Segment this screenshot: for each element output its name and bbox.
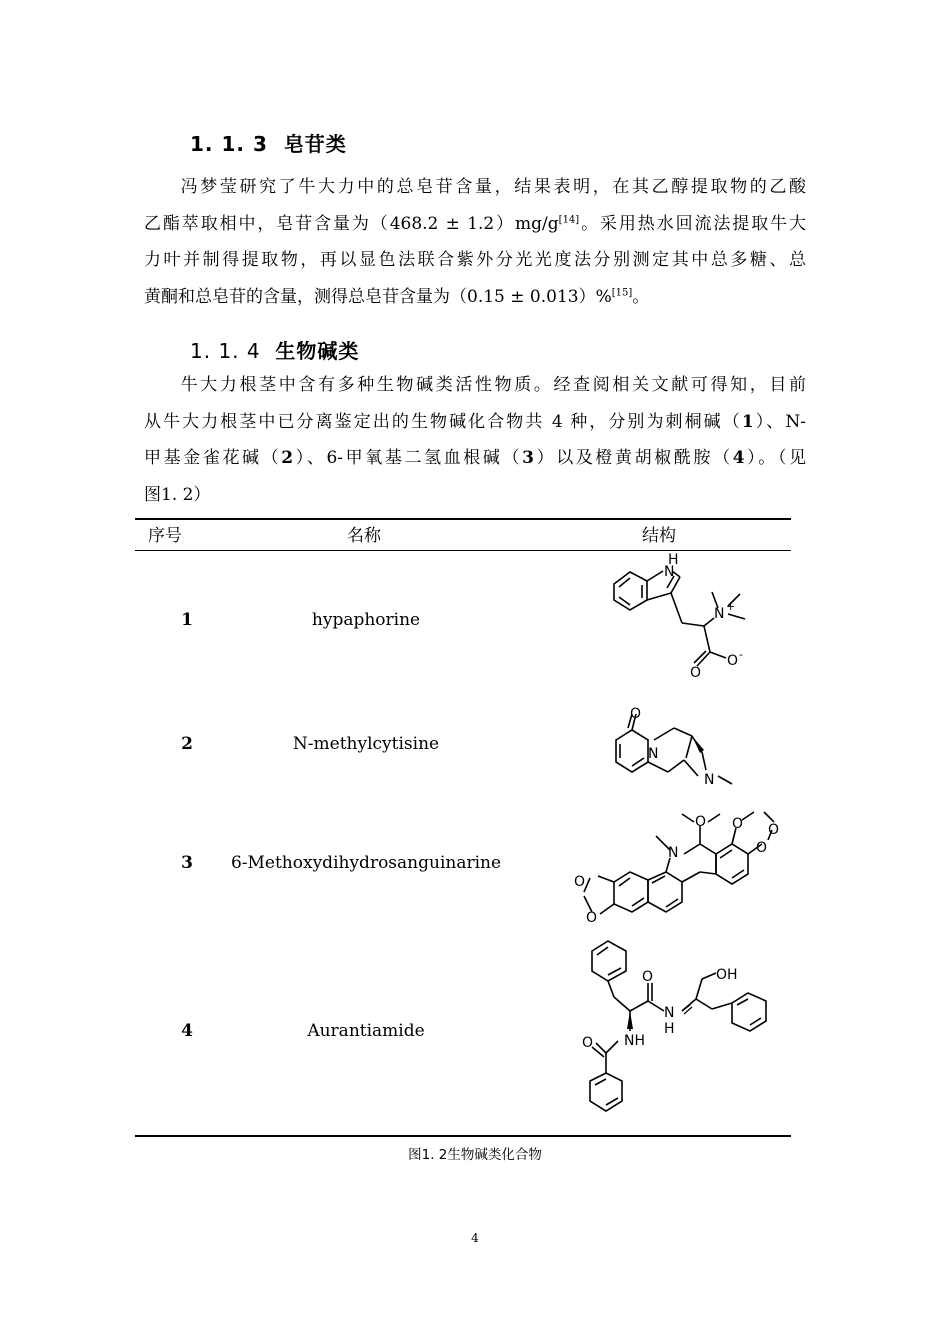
figure-caption: 图1. 2生物碱类化合物 bbox=[408, 1147, 542, 1163]
atom-o: O bbox=[582, 1035, 594, 1051]
methoxydihydrosanguinarine-structure bbox=[572, 800, 787, 928]
table-row-number: 2 bbox=[181, 734, 193, 754]
table-header-structure: 结构 bbox=[642, 526, 676, 546]
atom-o: O bbox=[690, 665, 702, 681]
table-row-name: Aurantiamide bbox=[307, 1021, 425, 1041]
atom-o: O bbox=[586, 910, 598, 926]
atom-o-minus: O bbox=[727, 653, 739, 669]
citation-15: [15] bbox=[611, 286, 633, 298]
atom-oh: OH bbox=[716, 967, 738, 983]
atom-o: O bbox=[768, 822, 780, 838]
table-row-number: 4 bbox=[181, 1021, 193, 1041]
paragraph-line: 乙酯萃取相中，皂苷含量为（468.2 ± 1.2）mg/g[14]。采用热水回流法提取牛大 bbox=[144, 213, 806, 234]
paragraph-line: 从牛大力根茎中已分离鉴定出的生物碱化合物共 4 种，分别为刺桐碱（1）、N- bbox=[144, 411, 806, 432]
paragraph-saponins bbox=[144, 169, 806, 315]
table-top-rule bbox=[135, 518, 791, 520]
table-row-name: hypaphorine bbox=[311, 610, 421, 630]
section-number: 1. 1. 3 bbox=[190, 132, 268, 156]
atom-o: O bbox=[630, 706, 642, 722]
atom-o-methoxy: O bbox=[695, 814, 707, 830]
paragraph-line: 黄酮和总皂苷的含量，测得总皂苷含量为（0.15 ± 0.013）%[15]。 bbox=[144, 286, 650, 307]
table-header-index: 序号 bbox=[148, 526, 182, 546]
section-number: 1. 1. 4 bbox=[190, 339, 261, 363]
atom-n: N bbox=[648, 746, 659, 762]
citation-14: [14] bbox=[558, 213, 580, 225]
atom-o: O bbox=[756, 840, 768, 856]
atom-o: O bbox=[574, 874, 586, 890]
page-number: 4 bbox=[471, 1231, 479, 1245]
table-row-number: 1 bbox=[181, 610, 193, 630]
table-row-name: 6-Methoxydihydrosanguinarine bbox=[230, 853, 502, 873]
paragraph-line: 牛大力根茎中含有多种生物碱类活性物质。经查阅相关文献可得知，目前 bbox=[178, 375, 806, 395]
paragraph-line: 冯梦莹研究了牛大力中的总皂苷含量，结果表明，在其乙醇提取物的乙酸 bbox=[178, 177, 806, 197]
section-title: 生物碱类 bbox=[275, 339, 360, 363]
atom-h: H bbox=[664, 1021, 675, 1037]
atom-n: N bbox=[668, 845, 679, 861]
atom-h: H bbox=[668, 552, 679, 568]
section-heading-1-1-3 bbox=[190, 128, 347, 157]
paragraph-line: 力叶并制得提取物，再以显色法联合紫外分光光度法分别测定其中总多糖、总 bbox=[144, 250, 806, 270]
atom-nh: NH bbox=[624, 1033, 645, 1049]
section-title: 皂苷类 bbox=[283, 132, 347, 156]
aurantiamide-structure bbox=[578, 935, 788, 1125]
table-row-name: N-methylcytisine bbox=[292, 734, 440, 754]
n-methylcytisine-structure bbox=[606, 700, 756, 800]
atom-n: N bbox=[664, 564, 675, 580]
atom-n-amide: N bbox=[664, 1005, 675, 1021]
table-row-number: 3 bbox=[181, 853, 193, 873]
paragraph-line: 图1. 2） bbox=[144, 484, 211, 505]
paragraph-alkaloids bbox=[144, 367, 806, 513]
atom-n-methyl: N bbox=[704, 772, 715, 788]
svg-text:-: - bbox=[739, 648, 743, 661]
table-header-name: 名称 bbox=[347, 526, 381, 546]
atom-n-plus: N bbox=[714, 606, 725, 622]
atom-o: O bbox=[732, 816, 744, 832]
paragraph-line: 甲基金雀花碱（2）、6-甲氧基二氢血根碱（3）以及橙黄胡椒酰胺（4）。（见 bbox=[144, 448, 806, 468]
hypaphorine-structure bbox=[600, 548, 780, 683]
table-bottom-rule bbox=[135, 1135, 791, 1137]
atom-o: O bbox=[642, 969, 654, 985]
svg-text:+: + bbox=[726, 600, 736, 613]
section-heading-1-1-4 bbox=[190, 335, 359, 364]
